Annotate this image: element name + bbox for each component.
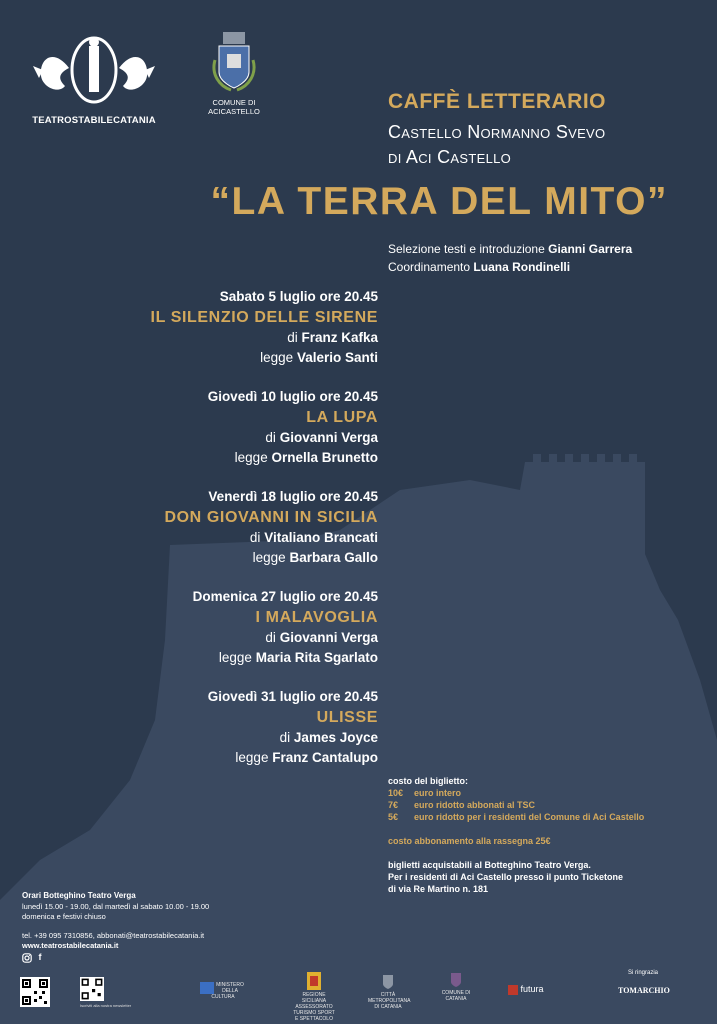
website-link[interactable]: www.teatrostabilecatania.it (22, 941, 119, 950)
event-item (0, 487, 378, 587)
credits (388, 240, 708, 276)
price-row (388, 787, 708, 799)
venue-line-2: di Aci Castello (388, 147, 512, 167)
futura-text: futura (520, 984, 544, 994)
event-reader: Barbara Gallo (289, 550, 378, 565)
newsletter-caption: Iscriviti alla nostra newsletter (80, 1003, 132, 1008)
event-datetime: Domenica 27 luglio ore 20.45 (192, 589, 378, 604)
comune-logo (200, 30, 268, 116)
author-prefix: di (265, 630, 276, 645)
purchase-line-1: biglietti acquistabili al Botteghino Teatro Verga. (388, 860, 591, 870)
event-item (0, 587, 378, 687)
event-datetime: Giovedì 10 luglio ore 20.45 (207, 389, 378, 404)
reader-prefix: legge (252, 550, 286, 565)
author-prefix: di (287, 330, 298, 345)
price-amount: 7€ (388, 800, 399, 810)
event-datetime: Giovedì 31 luglio ore 20.45 (207, 689, 378, 704)
event-reader-line (0, 348, 378, 368)
coordination-label: Coordinamento (388, 260, 471, 274)
comune-logo-line2: ACICASTELLO (208, 107, 260, 116)
box-office-heading: Orari Botteghino Teatro Verga (22, 891, 136, 900)
event-author-line (0, 528, 378, 548)
event-reader: Valerio Santi (296, 350, 378, 365)
box-office-contacts: tel. +39 095 7310856, abbonati@teatrostabilecatania.it (22, 930, 205, 940)
citta-logo-icon (382, 974, 394, 990)
event-author-line (0, 628, 378, 648)
theatre-logo (26, 28, 162, 126)
event-author-line (0, 428, 378, 448)
reader-prefix: legge (234, 450, 268, 465)
selection-credit (388, 240, 708, 258)
author-prefix: di (279, 730, 291, 745)
theatre-emblem-icon (29, 28, 159, 108)
citta-text: CITTÀ METROPOLITANA DI CATANIA (368, 992, 411, 1010)
event-author: Giovanni Verga (279, 430, 378, 445)
reader-prefix: legge (218, 650, 252, 665)
ticket-heading: costo del biglietto: (388, 776, 468, 786)
event-reader: Maria Rita Sgarlato (255, 650, 378, 665)
event-item (0, 687, 378, 787)
event-title: I MALAVOGLIA (255, 609, 378, 626)
event-datetime: Venerdì 18 luglio ore 20.45 (208, 489, 378, 504)
event-author: Giovanni Verga (279, 630, 378, 645)
comune-crest-icon (209, 30, 259, 96)
event-reader-line (0, 448, 378, 468)
series-title: CAFFÈ LETTERARIO (388, 90, 606, 113)
price-row (388, 799, 708, 811)
tomarchio-logo: TOMARCHIO (618, 986, 670, 995)
event-author-line (0, 328, 378, 348)
author-prefix: di (249, 530, 261, 545)
futura-icon (508, 985, 518, 995)
price-amount: 10€ (388, 788, 404, 798)
thanks-block (618, 970, 668, 995)
event-item (0, 387, 378, 487)
box-office-hours-1: lunedì 15.00 - 19.00, dal martedì al sabato 10.00 - 19.00 (22, 901, 210, 911)
coordination-credit (388, 258, 708, 276)
sponsor-comune-catania (438, 972, 474, 1002)
event-reader: Ornella Brunetto (271, 450, 378, 465)
event-title: IL SILENZIO DELLE SIRENE (150, 309, 378, 326)
thanks-label: Si ringrazia (627, 970, 658, 976)
box-office-hours-2: domenica e festivi chiuso (22, 912, 106, 921)
event-author: Vitaliano Brancati (264, 530, 378, 545)
ticket-info (388, 775, 708, 895)
price-desc: euro ridotto abbonati al TSC (414, 800, 535, 810)
event-author: James Joyce (293, 730, 378, 745)
selection-name: Gianni Garrera (548, 242, 633, 256)
event-title: DON GIOVANNI IN SICILIA (164, 509, 378, 526)
selection-label: Selezione testi e introduzione (388, 242, 545, 256)
regione-logo-icon (307, 972, 321, 990)
author-prefix: di (265, 430, 276, 445)
facebook-icon[interactable]: f (38, 952, 42, 962)
event-reader-line (0, 548, 378, 568)
qr-code-icon[interactable] (20, 977, 50, 1007)
sponsor-ministero (200, 982, 246, 1000)
price-desc: euro intero (414, 788, 462, 798)
venue-line-1: Castello Normanno Svevo (388, 122, 606, 142)
reader-prefix: legge (260, 350, 294, 365)
reader-prefix: legge (235, 750, 269, 765)
purchase-line-2: Per i residenti di Aci Castello presso il punto Ticketone (388, 872, 624, 882)
instagram-icon[interactable] (22, 953, 32, 963)
coordination-name: Luana Rondinelli (473, 260, 571, 274)
event-reader-line (0, 748, 378, 768)
sponsor-futura (508, 984, 544, 995)
event-author-line (0, 728, 378, 748)
ministero-logo-icon (200, 982, 214, 994)
subscription-price: costo abbonamento alla rassegna 25€ (388, 836, 551, 846)
event-title: LA LUPA (306, 409, 378, 426)
theatre-logo-text: TEATROSTABILECATANIA (32, 115, 156, 126)
event-item (0, 287, 378, 387)
price-desc: euro ridotto per i residenti del Comune di Aci Castello (414, 812, 645, 822)
newsletter-qr-icon[interactable] (80, 977, 104, 1001)
sponsor-citta (368, 974, 411, 1010)
comune-logo-line1: COMUNE DI (212, 98, 256, 107)
event-title: ULISSE (316, 709, 378, 726)
event-header (388, 90, 708, 168)
catania-logo-icon (450, 972, 462, 988)
event-list (0, 287, 378, 787)
price-amount: 5€ (388, 812, 399, 822)
purchase-line-3: di via Re Martino n. 181 (388, 884, 489, 894)
sponsor-regione (292, 972, 336, 1022)
main-title: “LA TERRA DEL MITO” (210, 180, 668, 223)
catania-text: COMUNE DI CATANIA (441, 990, 471, 1002)
price-row (388, 811, 708, 823)
box-office-info (22, 891, 282, 952)
regione-text: REGIONE SICILIANA ASSESSORATO TURISMO SPORT E SPETTACOLO (293, 992, 335, 1022)
social-links (22, 952, 42, 963)
event-reader: Franz Cantalupo (272, 750, 378, 765)
event-author: Franz Kafka (301, 330, 378, 345)
event-reader-line (0, 648, 378, 668)
ministero-text: MINISTERO DELLA CULTURA (211, 982, 244, 1000)
event-datetime: Sabato 5 luglio ore 20.45 (219, 289, 378, 304)
